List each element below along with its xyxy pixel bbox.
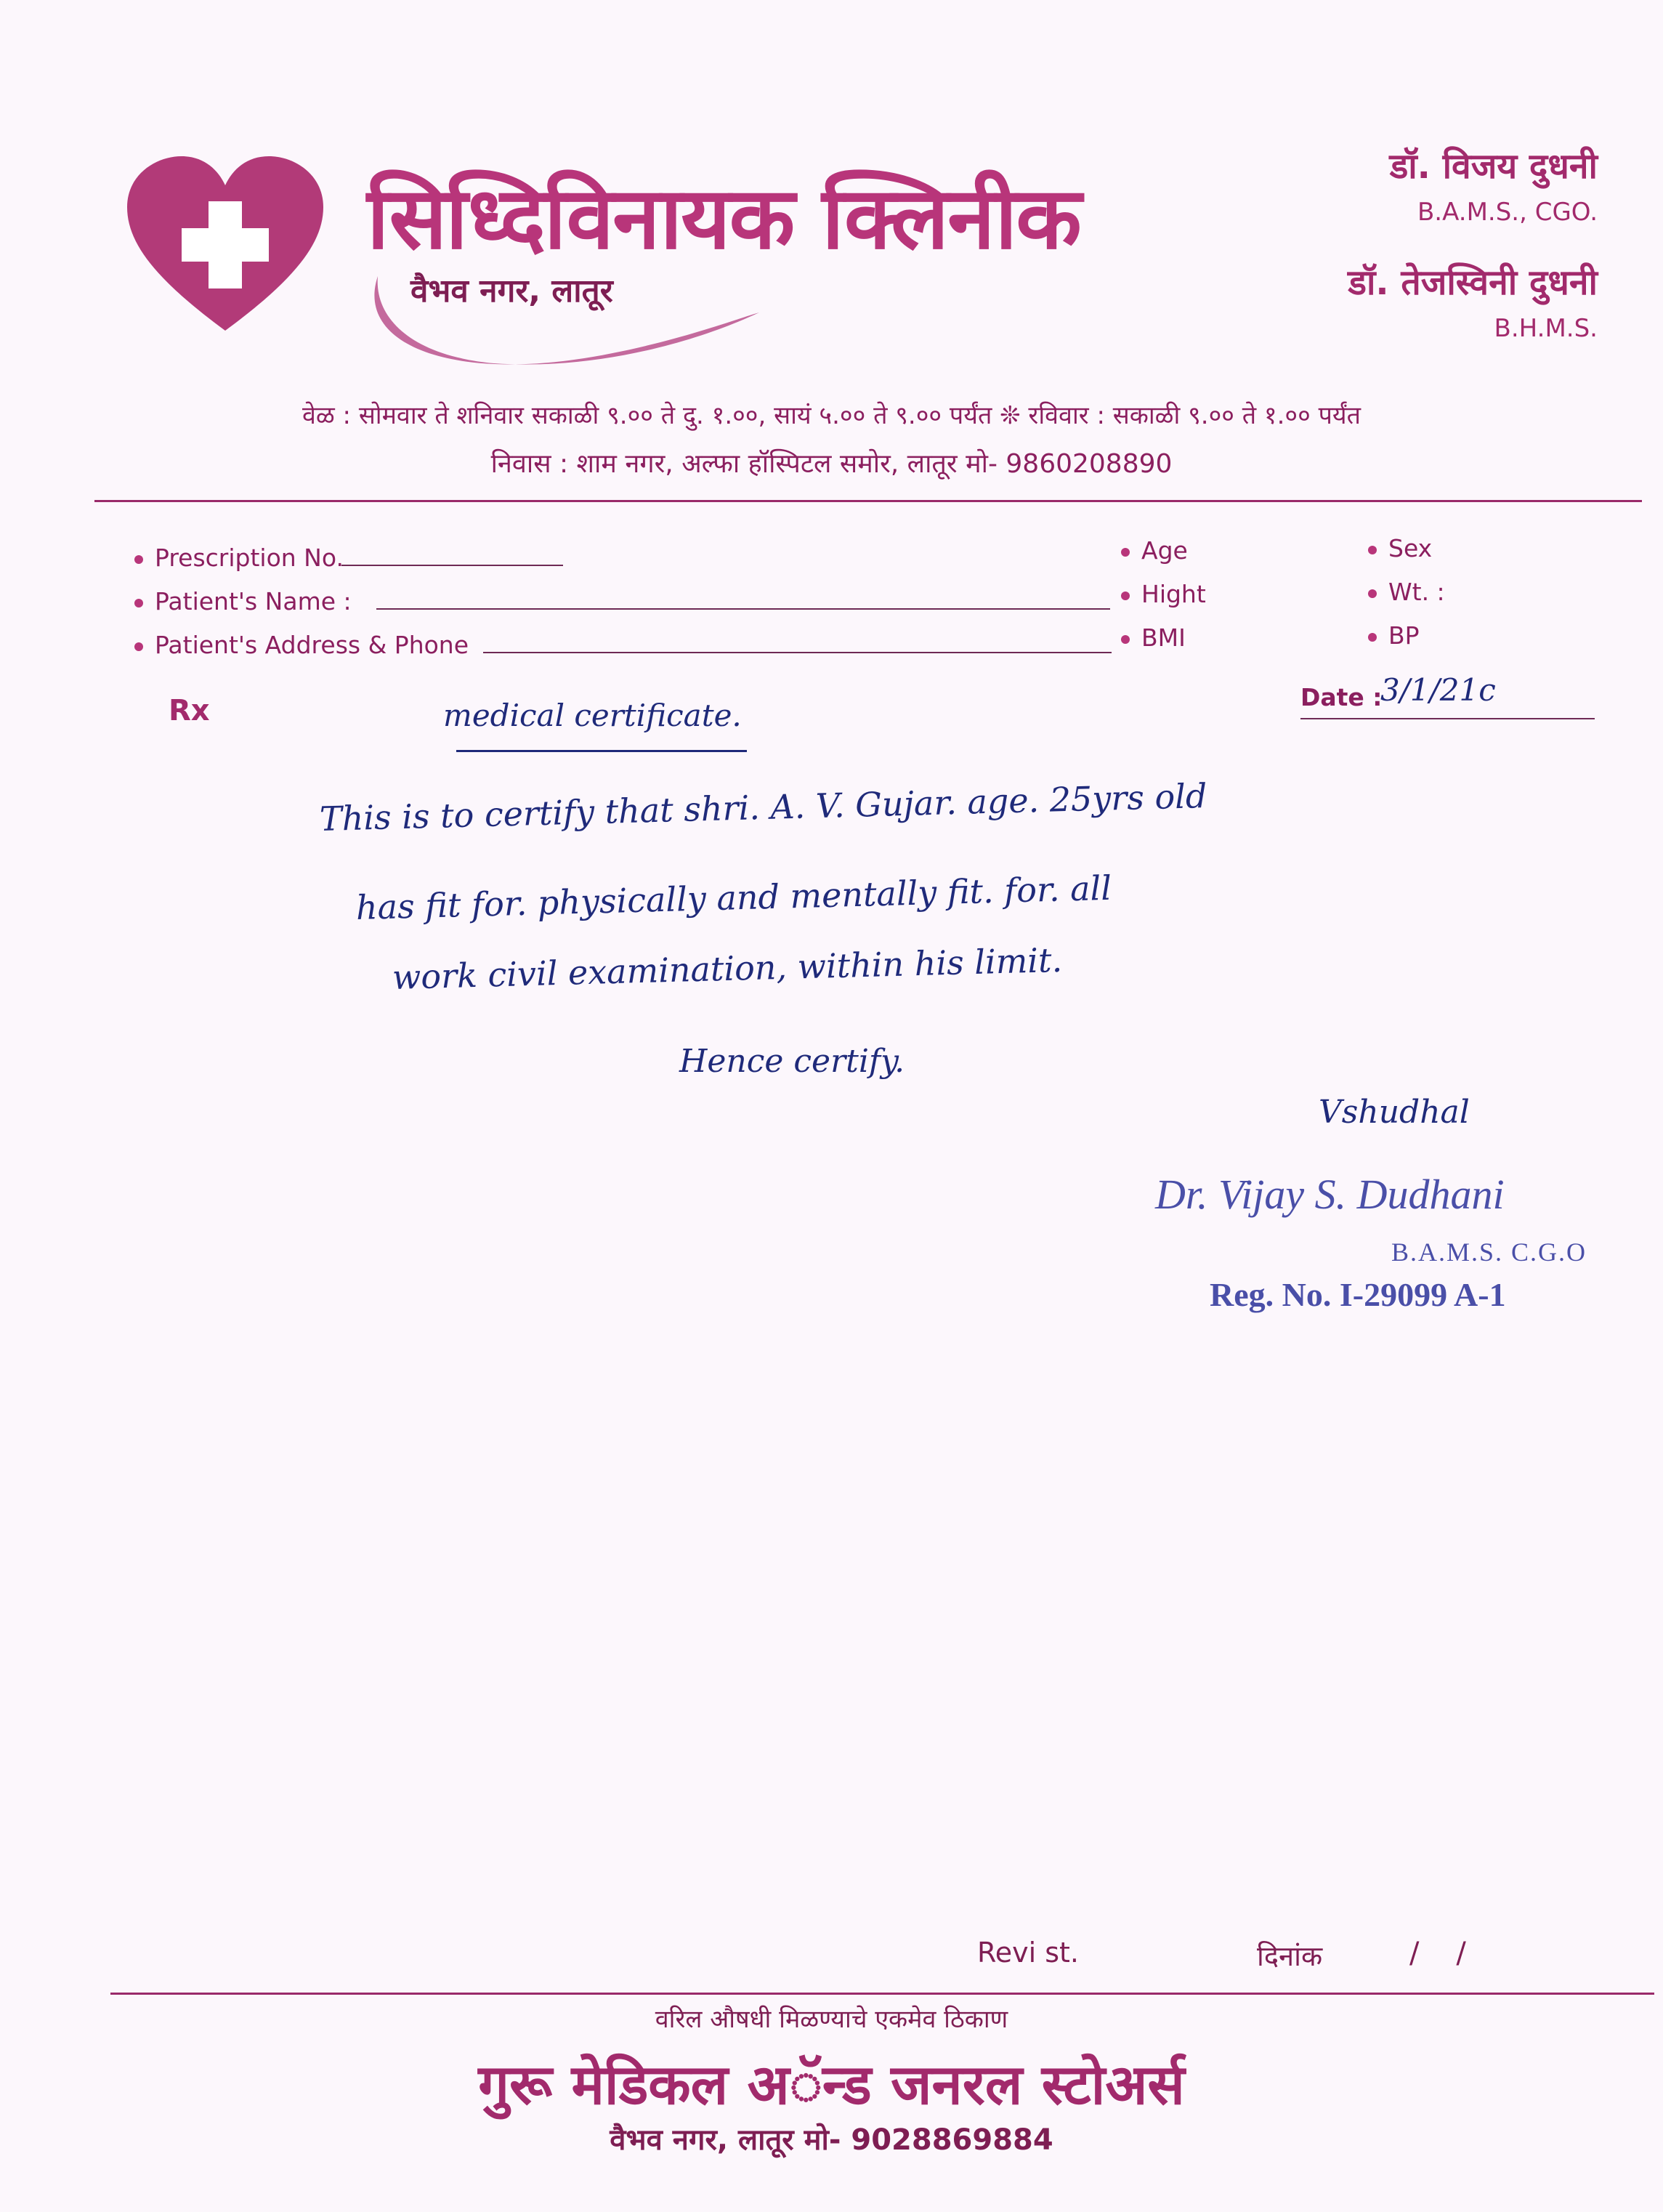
bp-label: BP [1388, 621, 1420, 650]
prescription-no-field [134, 544, 344, 572]
date-label: Date : [1300, 683, 1383, 711]
heart-cross-icon [127, 156, 323, 338]
stamp-reg-no: Reg. No. I-29099 A-1 [1210, 1276, 1506, 1313]
revisit-date-slashes: / / [1409, 1937, 1466, 1970]
doctor1-name: डॉ. विजय दुधनी [1389, 146, 1598, 187]
bullet-icon [1368, 589, 1377, 598]
height-label: Hight [1141, 580, 1206, 608]
date-field [1300, 683, 1383, 711]
weight-field [1368, 578, 1445, 606]
footer-divider [110, 1993, 1654, 1995]
bullet-icon [1121, 592, 1130, 600]
bullet-icon [1368, 546, 1377, 554]
certificate-line-4: Hence certify. [679, 1043, 905, 1080]
residence-address: निवास : शाम नगर, अल्फा हॉस्पिटल समोर, लातूर मो- 9860208890 [490, 449, 1173, 479]
clinic-location: वैभव नगर, लातूर [410, 273, 613, 310]
footer-intro: वरिल औषधी मिळण्याचे एकमेव ठिकाण [655, 2005, 1008, 2034]
header-divider [94, 500, 1642, 502]
doctor2-qualification: B.H.M.S. [1494, 314, 1598, 343]
certificate-line-3: work civil examination, within his limit. [392, 940, 1063, 997]
title-underline [456, 750, 747, 752]
patient-address-field [134, 631, 469, 659]
certificate-title: medical certificate. [443, 698, 742, 733]
store-name: गुरू मेडिकल अॅन्ड जनरल स्टोअर्स [478, 2052, 1185, 2117]
patient-address-line [483, 652, 1112, 653]
weight-label: Wt. : [1388, 578, 1445, 606]
revisit-label: Revi st. [977, 1937, 1079, 1969]
bmi-label: BMI [1141, 623, 1186, 652]
bullet-icon [1121, 548, 1130, 557]
stamp-qualification: B.A.M.S. C.G.O [1391, 1238, 1587, 1267]
patient-name-line [376, 608, 1110, 610]
patient-address-label: Patient's Address & Phone [155, 631, 469, 659]
age-field [1121, 536, 1188, 565]
bullet-icon [134, 599, 143, 608]
rx-symbol: Rx [169, 694, 210, 727]
bullet-icon [134, 642, 143, 651]
age-label: Age [1141, 536, 1188, 565]
date-line [1300, 718, 1595, 719]
bmi-field [1121, 623, 1186, 652]
clinic-name: सिध्दिविनायक क्लिनीक [367, 168, 1080, 268]
bullet-icon [1121, 635, 1130, 644]
prescription-no-line [341, 565, 563, 566]
bp-field [1368, 621, 1420, 650]
height-field [1121, 580, 1206, 608]
sex-field [1368, 534, 1432, 562]
bullet-icon [1368, 633, 1377, 642]
stamp-doctor-name: Dr. Vijay S. Dudhani [1155, 1171, 1505, 1218]
doctor-signature: Vshudhal [1319, 1094, 1470, 1131]
patient-name-field [134, 587, 352, 615]
doctor2-name: डॉ. तेजस्विनी दुधनी [1348, 262, 1598, 303]
doctor1-qualification: B.A.M.S., CGO. [1417, 198, 1598, 227]
prescription-no-label: Prescription No. [155, 544, 344, 572]
sex-label: Sex [1388, 534, 1433, 562]
certificate-line-2: has fit for. physically and mentally fit. for. all [355, 868, 1112, 927]
certificate-line-1: This is to certify that shri. A. V. Gujar. age. 25yrs old [319, 776, 1207, 839]
revisit-date-label: दिनांक [1257, 1940, 1323, 1972]
patient-name-label: Patient's Name : [155, 587, 352, 615]
clinic-timing: वेळ : सोमवार ते शनिवार सकाळी ९.०० ते दु. १.००, सायं ५.०० ते ९.०० पर्यंत ❊ रविवार : सकाळी ९.०० ते १.०० पर्यंत [302, 401, 1361, 430]
handwritten-date: 3/1/21c [1380, 672, 1496, 708]
bullet-icon [134, 555, 143, 564]
store-address: वैभव नगर, लातूर मो- 9028869884 [610, 2123, 1053, 2157]
